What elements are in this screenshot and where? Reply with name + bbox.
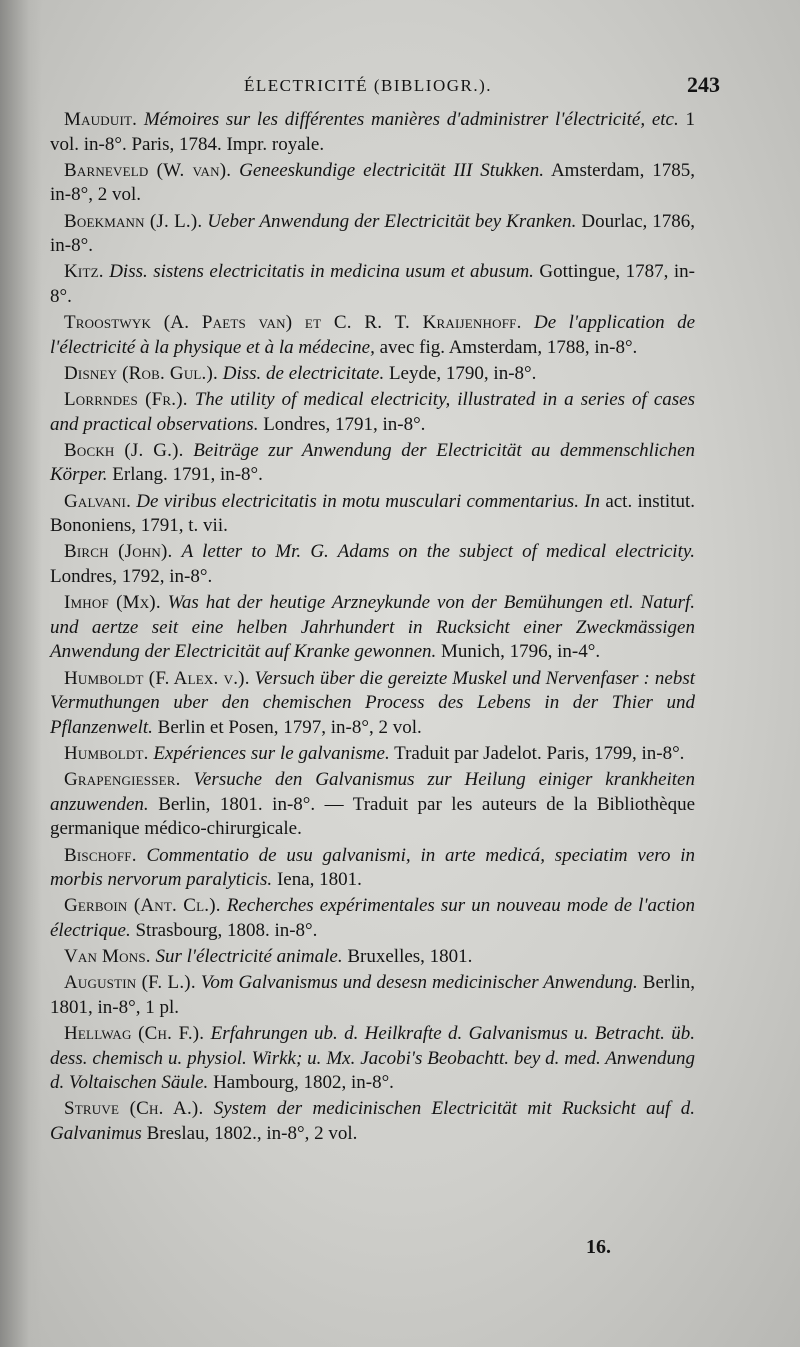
bibliography-entry [50, 894, 695, 943]
running-title: ÉLECTRICITÉ (BIBLIOGR.). [244, 76, 492, 95]
entry-title: Commentatio de usu galvanismi, in arte medicá, speciatim vero in morbis nervorum paralyticis. [50, 844, 696, 891]
page-number: 243 [687, 72, 720, 97]
entry-author: Humboldt. [64, 742, 149, 764]
entry-author: Troostwyk (A. Paets van) et C. R. T. Kraijenhoff. [64, 312, 522, 334]
entry-title: De viribus electricitatis in motu musculari commentarius. In [136, 490, 601, 512]
bibliography-entry [50, 108, 695, 157]
entry-author: Van Mons. [64, 946, 151, 968]
bibliography-entry [50, 388, 695, 437]
bibliography-entry [50, 971, 695, 1020]
entry-title: Was hat der heutige Arzneykunde von der Bemühungen etl. Naturf. und aertze seit eine helben Jahrhundert in Rucksicht einer Zweckmässigen Anwendung der Electricität auf Kranke gewonnen. [50, 592, 696, 663]
bibliography-entry [50, 540, 695, 589]
entry-title: The utility of medical electricity, illustrated in a series of cases and practical observations. [50, 389, 696, 435]
entry-publication: Dourlac, 1786, in-8°. [50, 210, 696, 257]
entry-publication: Bruxelles, 1801. [347, 946, 473, 968]
entry-title: A letter to Mr. G. Adams on the subject of medical electricity. [181, 541, 695, 563]
bibliography-entry [50, 210, 695, 259]
entry-title: Mémoires sur les différentes manières d'administrer l'électricité, etc. [143, 109, 679, 130]
entry-author: Birch (John). [64, 541, 173, 563]
bibliography-entry [50, 945, 695, 970]
bibliography-entry [50, 591, 695, 665]
entry-publication: Londres, 1791, in-8°. [263, 413, 426, 435]
entry-title: Sur l'électricité animale. [155, 946, 343, 968]
entry-publication: Leyde, 1790, in-8°. [388, 362, 537, 384]
entry-title: Erfahrungen ub. d. Heilkrafte d. Galvanismus u. Betracht. üb. dess. chemisch u. physiol. Wirkk; u. Mx. Jacobi's Beobachtt. bey d. med. Anwendung d. Voltaischen Säule. [50, 1023, 695, 1094]
entry-author: Kitz. [64, 261, 104, 283]
entry-author: Imhof (Mx). [64, 592, 161, 614]
bibliography-entry [50, 490, 695, 539]
entry-publication: Munich, 1796, in-4°. [441, 641, 601, 663]
entry-title: Vom Galvanismus und desesn medicinischer Anwendung. [200, 972, 638, 994]
entry-publication: Breslau, 1802., in-8°, 2 vol. [146, 1123, 358, 1145]
entry-title: Versuche den Galvanismus zur Heilung einiger krankheiten anzuwenden. [50, 769, 695, 815]
entry-author: Bischoff. [64, 844, 137, 866]
entry-publication: act. institut. Bononiens, 1791, t. vii. [50, 490, 696, 537]
entry-publication: Iena, 1801. [276, 869, 362, 891]
entry-publication: Gottingue, 1787, in-8°. [50, 261, 695, 307]
bibliography-entry [50, 768, 695, 842]
entry-title: Diss. sistens electricitatis in medicina usum et abusum. [109, 261, 534, 283]
bibliography-entry [50, 362, 695, 387]
entry-title: System der medicinischen Electricität mit Rucksicht auf d. Galvanimus [50, 1098, 695, 1145]
entry-publication: Londres, 1792, in-8°. [50, 566, 213, 588]
entry-title: Recherches expérimentales sur un nouveau mode de l'action électrique. [50, 895, 695, 941]
signature-mark: 16. [586, 1236, 611, 1258]
entry-title: Beiträge zur Anwendung der Electricität au demmenschlichen Körper. [50, 439, 696, 486]
entry-title: Ueber Anwendung der Electricität bey Kranken. [207, 210, 577, 232]
bibliography-entry [50, 311, 695, 360]
bibliography-entry [50, 260, 695, 309]
entry-title: De l'application de l'électricité à la physique et à la médecine, [50, 312, 695, 358]
bibliography-entry [50, 159, 695, 208]
entry-title: Versuch über die gereizte Muskel und Nervenfaser : nebst Vermuthungen uber den chemischen Process des Lebens in der Thier und Pflanzenwelt. [50, 667, 695, 738]
binding-shadow [0, 0, 42, 1347]
bibliography-entry [50, 1022, 695, 1096]
bibliography-entry [50, 844, 695, 893]
entry-author: Mauduit. [64, 109, 138, 130]
entry-publication: Strasbourg, 1808. in-8°. [135, 919, 318, 941]
entry-author: Humboldt (F. Alex. v.). [64, 667, 250, 689]
entry-publication: 1 vol. in-8°. Paris, 1784. Impr. royale. [50, 109, 696, 155]
entry-publication: Berlin et Posen, 1797, in-8°, 2 vol. [157, 716, 422, 738]
entry-publication: Berlin, 1801, in-8°, 1 pl. [50, 972, 696, 1018]
bibliography-list [50, 108, 695, 1148]
bibliography-entry [50, 1097, 695, 1146]
entry-publication: Hambourg, 1802, in-8°. [213, 1072, 394, 1094]
entry-publication: Traduit par Jadelot. Paris, 1799, in-8°. [394, 742, 685, 764]
entry-publication: Amsterdam, 1785, in-8°, 2 vol. [50, 159, 696, 206]
page-header [60, 72, 720, 102]
entry-author: Augustin (F. L.). [64, 972, 196, 994]
entry-author: Hellwag (Ch. F.). [64, 1023, 205, 1045]
entry-author: Struve (Ch. A.). [64, 1098, 204, 1120]
entry-author: Bockh (J. G.). [64, 439, 184, 461]
entry-author: Lorrndes (Fr.). [64, 389, 188, 411]
entry-author: Galvani. [64, 490, 132, 512]
entry-author: Barneveld (W. van). [64, 159, 232, 181]
entry-title: Geneeskundige electricität III Stukken. [239, 159, 545, 181]
bibliography-entry [50, 742, 695, 767]
entry-author: Disney (Rob. Gul.). [64, 362, 218, 384]
entry-author: Grapengiesser. [64, 769, 181, 791]
entry-author: Gerboin (Ant. Cl.). [64, 895, 221, 917]
entry-publication: Erlang. 1791, in-8°. [112, 464, 263, 486]
entry-title: Diss. de electricitate. [222, 362, 385, 384]
entry-title: Expériences sur le galvanisme. [153, 742, 390, 764]
bibliography-entry [50, 439, 695, 488]
entry-publication: Berlin, 1801. in-8°. — Traduit par les auteurs de la Bibliothèque germanique médico-chirurgicale. [50, 793, 696, 840]
bibliography-entry [50, 667, 695, 741]
entry-author: Boekmann (J. L.). [64, 210, 203, 232]
entry-publication: avec fig. Amsterdam, 1788, in-8°. [379, 336, 638, 358]
